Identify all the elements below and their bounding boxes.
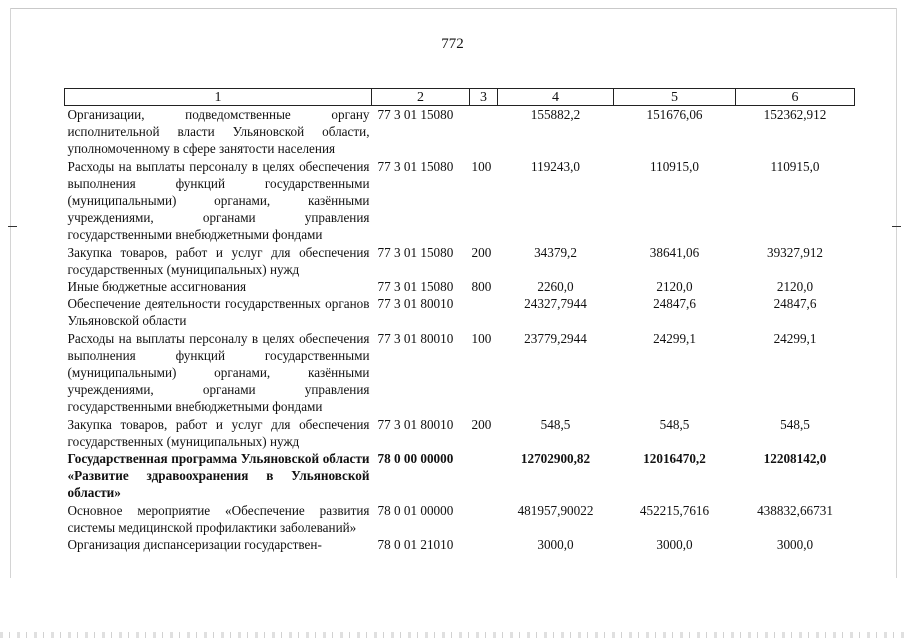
row-value-col4: 2260,0 xyxy=(537,279,574,295)
table-row xyxy=(65,278,855,295)
row-value-col6: 2120,0 xyxy=(776,279,814,295)
scan-border-top xyxy=(10,8,897,9)
row-value-col6: 438832,66731 xyxy=(757,502,833,518)
table-row xyxy=(65,295,855,329)
row-value-col4: 12702900,82 xyxy=(520,451,591,467)
row-value-col4: 3000,0 xyxy=(537,537,574,553)
header-row xyxy=(65,89,855,106)
row-expense-type xyxy=(470,106,498,158)
row-value-col6: 152362,912 xyxy=(763,107,827,122)
row-value-col6: 548,5 xyxy=(780,416,810,432)
row-code: 77 3 01 80010 xyxy=(377,296,454,312)
row-name: Закупка товаров, работ и услуг для обеспечения государственных (муниципальных) нужд xyxy=(67,416,370,449)
table-row xyxy=(65,106,855,158)
row-value-col4: 24327,7944 xyxy=(524,296,587,312)
table-row xyxy=(65,330,855,416)
column-header: 1 xyxy=(65,89,372,106)
row-value-col5: 2120,0 xyxy=(656,279,693,295)
row-value-col5: 12016470,2 xyxy=(643,451,706,467)
punch-mark-left xyxy=(8,226,17,227)
row-name: Иные бюджетные ассигнования xyxy=(67,279,247,295)
table-row xyxy=(65,244,855,278)
row-expense-type xyxy=(470,450,498,502)
row-code: 77 3 01 15080 xyxy=(377,107,454,122)
row-expense-type xyxy=(470,502,498,536)
column-header: 6 xyxy=(736,89,855,106)
scan-border-left xyxy=(10,8,11,578)
punch-mark-right xyxy=(892,226,901,227)
row-name: Обеспечение деятельности государственных органов Ульяновской области xyxy=(67,296,370,329)
row-value-col4: 155882,2 xyxy=(530,107,581,122)
column-header: 3 xyxy=(470,89,498,106)
row-value-col5: 548,5 xyxy=(659,416,690,432)
scan-border-right xyxy=(896,8,897,578)
row-value-col6: 12208142,0 xyxy=(763,451,827,467)
row-code: 77 3 01 15080 xyxy=(377,158,454,174)
row-value-col6: 24847,6 xyxy=(773,296,817,312)
row-expense-type: 200 xyxy=(471,416,492,432)
row-name: Основное мероприятие «Обеспечение развития системы медицинской профилактики заболеваний» xyxy=(67,502,370,535)
budget-table xyxy=(64,88,855,553)
row-expense-type xyxy=(470,536,498,553)
row-value-col6: 39327,912 xyxy=(766,244,824,260)
row-expense-type: 200 xyxy=(471,244,492,260)
row-value-col5: 38641,06 xyxy=(649,244,700,260)
row-code: 77 3 01 15080 xyxy=(377,279,454,295)
row-value-col5: 110915,0 xyxy=(650,158,699,174)
table-row xyxy=(65,502,855,536)
row-name: Организация диспансеризации государствен- xyxy=(67,537,322,553)
row-code: 78 0 01 21010 xyxy=(377,537,454,553)
row-value-col5: 24299,1 xyxy=(653,330,696,346)
row-value-col5: 452215,7616 xyxy=(639,502,710,518)
column-header: 5 xyxy=(614,89,736,106)
table-row xyxy=(65,536,855,553)
row-value-col4: 119243,0 xyxy=(531,158,580,174)
column-header: 4 xyxy=(498,89,614,106)
table-row xyxy=(65,158,855,244)
column-header: 2 xyxy=(372,89,470,106)
row-value-col5: 151676,06 xyxy=(646,107,703,122)
row-name: Расходы на выплаты персоналу в целях обеспечения выполнения функций государственными (муниципальными) органами, казёнными учреждениями, органами управления государственными внебюджетными фондами xyxy=(67,158,370,243)
page-number: 772 xyxy=(441,36,464,52)
row-value-col6: 3000,0 xyxy=(776,537,814,553)
row-name: Организации, подведомственные органу исполнительной власти Ульяновской области, уполномоченному в сфере занятости населения xyxy=(67,107,370,157)
row-expense-type: 100 xyxy=(471,330,492,346)
row-name: Государственная программа Ульяновской области «Развитие здравоохранения в Ульяновской области» xyxy=(67,451,370,501)
row-expense-type: 100 xyxy=(471,158,492,174)
row-value-col4: 34379,2 xyxy=(534,244,577,260)
row-value-col6: 110915,0 xyxy=(770,158,820,174)
row-value-col5: 24847,6 xyxy=(653,296,696,312)
table-row xyxy=(65,416,855,450)
row-code: 78 0 00 00000 xyxy=(377,451,454,467)
row-code: 78 0 01 00000 xyxy=(377,502,454,518)
row-name: Закупка товаров, работ и услуг для обеспечения государственных (муниципальных) нужд xyxy=(67,244,370,277)
row-expense-type: 800 xyxy=(471,279,492,295)
row-value-col4: 548,5 xyxy=(540,416,571,432)
table-row xyxy=(65,450,855,502)
row-code: 77 3 01 15080 xyxy=(377,244,454,260)
row-value-col4: 481957,90022 xyxy=(517,502,594,518)
row-value-col6: 24299,1 xyxy=(773,330,817,346)
scan-noise xyxy=(0,632,905,638)
row-value-col4: 23779,2944 xyxy=(524,330,587,346)
row-expense-type xyxy=(470,295,498,329)
row-code: 77 3 01 80010 xyxy=(377,416,454,432)
row-code: 77 3 01 80010 xyxy=(377,330,454,346)
row-name: Расходы на выплаты персоналу в целях обеспечения выполнения функций государственными (муниципальными) органами, казёнными учреждениями, органами управления государственными внебюджетными фондами xyxy=(67,330,370,415)
table-body xyxy=(65,106,855,554)
row-value-col5: 3000,0 xyxy=(656,537,693,553)
